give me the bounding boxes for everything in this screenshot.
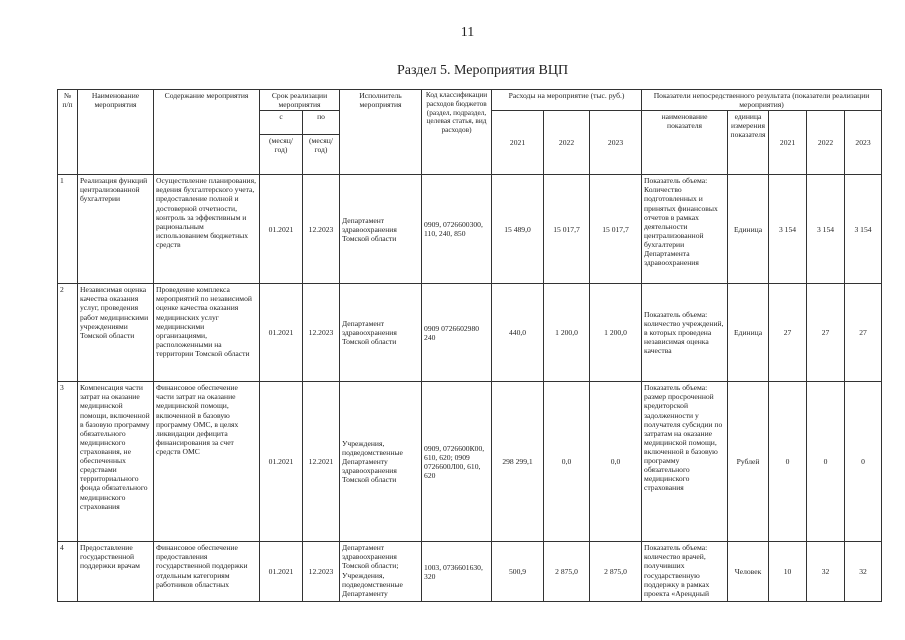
header-executor: Исполнитель мероприятия	[340, 90, 422, 175]
header-exp-2023: 2023	[590, 111, 642, 175]
row-num: 3	[58, 382, 78, 542]
table-row	[58, 284, 882, 382]
row-exp-2023: 2 875,0	[590, 542, 642, 602]
header-content: Содержание мероприятия	[154, 90, 260, 175]
row-code: 0909 0726602980 240	[422, 284, 492, 382]
header-val-2021: 2021	[769, 111, 807, 175]
header-period: Срок реализации мероприятия	[260, 90, 340, 111]
row-exp-2023: 1 200,0	[590, 284, 642, 382]
row-indicator: Показатель объема: количество учреждений, в которых проведена независимая оценка качества	[642, 284, 728, 382]
header-period-from-unit: (месяц/ год)	[260, 135, 303, 175]
header-num: № п/п	[58, 90, 78, 175]
row-unit: Человек	[728, 542, 769, 602]
row-from: 01.2021	[260, 284, 303, 382]
header-indicator-unit: единица измерения показателя	[728, 111, 769, 175]
row-executor: Учреждения, подведомственные Департаменту здравоохранения Томской области	[340, 382, 422, 542]
row-executor: Департамент здравоохранения Томской области	[340, 284, 422, 382]
section-title: Раздел 5. Мероприятия ВЦП	[396, 63, 569, 78]
row-name: Независимая оценка качества оказания услуг, проведения работ медицинскими учреждениями Томской области	[78, 284, 154, 382]
header-exp-2022: 2022	[544, 111, 590, 175]
row-code: 0909, 0726600К00, 610, 620; 0909 0726600Л00, 610, 620	[422, 382, 492, 542]
activities-table	[57, 89, 882, 602]
row-exp-2021: 298 299,1	[492, 382, 544, 542]
table-row	[58, 542, 882, 602]
row-from: 01.2021	[260, 542, 303, 602]
row-unit: Единица	[728, 175, 769, 284]
header-period-from: с	[260, 111, 303, 135]
page-number: 11	[460, 25, 475, 40]
row-exp-2022: 0,0	[544, 382, 590, 542]
row-val-2023: 0	[845, 382, 882, 542]
row-code: 0909, 0726600300, 110, 240, 850	[422, 175, 492, 284]
row-name: Предоставление государственной поддержки врачам	[78, 542, 154, 602]
row-exp-2023: 0,0	[590, 382, 642, 542]
row-name: Компенсация части затрат на оказание медицинской помощи, включенной в базовую программу обязательного медицинского страхования, не обеспеченных средствами территориального фонда обязательного медицинского страхования	[78, 382, 154, 542]
row-val-2021: 0	[769, 382, 807, 542]
row-exp-2022: 15 017,7	[544, 175, 590, 284]
row-unit: Единица	[728, 284, 769, 382]
row-exp-2022: 1 200,0	[544, 284, 590, 382]
row-val-2023: 3 154	[845, 175, 882, 284]
table-row	[58, 382, 882, 542]
header-indicator-name: наименование показателя	[642, 111, 728, 175]
row-executor: Департамент здравоохранения Томской области; Учреждения, подведомственные Департаменту	[340, 542, 422, 602]
header-expenses: Расходы на мероприятие (тыс. руб.)	[492, 90, 642, 111]
row-exp-2021: 440,0	[492, 284, 544, 382]
header-indicators: Показатели непосредственного результата (показатели реализации мероприятия)	[642, 90, 882, 111]
row-content: Проведение комплекса мероприятий по независимой оценке качества оказания медицинских услуг медицинскими организациями, расположенными на территории Томской области	[154, 284, 260, 382]
row-val-2022: 0	[807, 382, 845, 542]
row-val-2021: 10	[769, 542, 807, 602]
row-exp-2022: 2 875,0	[544, 542, 590, 602]
row-to: 12.2021	[303, 382, 340, 542]
row-exp-2021: 500,9	[492, 542, 544, 602]
row-indicator: Показатель объема: количество врачей, получивших государственную поддержку в рамках проекта «Арендный	[642, 542, 728, 602]
row-exp-2023: 15 017,7	[590, 175, 642, 284]
row-val-2023: 27	[845, 284, 882, 382]
row-val-2023: 32	[845, 542, 882, 602]
row-val-2022: 27	[807, 284, 845, 382]
row-num: 4	[58, 542, 78, 602]
row-exp-2021: 15 489,0	[492, 175, 544, 284]
row-val-2021: 27	[769, 284, 807, 382]
table-row	[58, 175, 882, 284]
header-code: Код классификации расходов бюджетов (раздел, подраздел, целевая статья, вид расходов)	[422, 90, 492, 175]
row-code: 1003, 0736601630, 320	[422, 542, 492, 602]
header-val-2023: 2023	[845, 111, 882, 175]
row-val-2022: 3 154	[807, 175, 845, 284]
header-val-2022: 2022	[807, 111, 845, 175]
row-from: 01.2021	[260, 175, 303, 284]
header-exp-2021: 2021	[492, 111, 544, 175]
row-name: Реализация функций централизованной бухгалтерии	[78, 175, 154, 284]
header-period-to-unit: (месяц/ год)	[303, 135, 340, 175]
row-num: 2	[58, 284, 78, 382]
header-name: Наименование мероприятия	[78, 90, 154, 175]
row-content: Финансовое обеспечение части затрат на оказание медицинской помощи, включенной в базовую программу ОМС, в целях ликвидации дефицита финансирования за счет средств ОМС	[154, 382, 260, 542]
row-from: 01.2021	[260, 382, 303, 542]
row-val-2021: 3 154	[769, 175, 807, 284]
row-content: Финансовое обеспечение предоставления государственной поддержки отдельным категориям работников областных	[154, 542, 260, 602]
row-val-2022: 32	[807, 542, 845, 602]
row-to: 12.2023	[303, 175, 340, 284]
row-indicator: Показатель объема: размер просроченной кредиторской задолженности у получателя субсидии по затратам на оказание медицинской помощи, включенной в базовую программу обязательного медицинского страхования	[642, 382, 728, 542]
row-unit: Рублей	[728, 382, 769, 542]
row-content: Осуществление планирования, ведения бухгалтерского учета, предоставление полной и достоверной отчетности, контроль за эффективным и рациональным использованием бюджетных средств	[154, 175, 260, 284]
row-executor: Департамент здравоохранения Томской области	[340, 175, 422, 284]
row-to: 12.2023	[303, 542, 340, 602]
row-num: 1	[58, 175, 78, 284]
row-to: 12.2023	[303, 284, 340, 382]
row-indicator: Показатель объема: Количество подготовленных и принятых финансовых отчетов в рамках деятельности централизованной бухгалтерии Департамента здравоохранения	[642, 175, 728, 284]
header-period-to: по	[303, 111, 340, 135]
